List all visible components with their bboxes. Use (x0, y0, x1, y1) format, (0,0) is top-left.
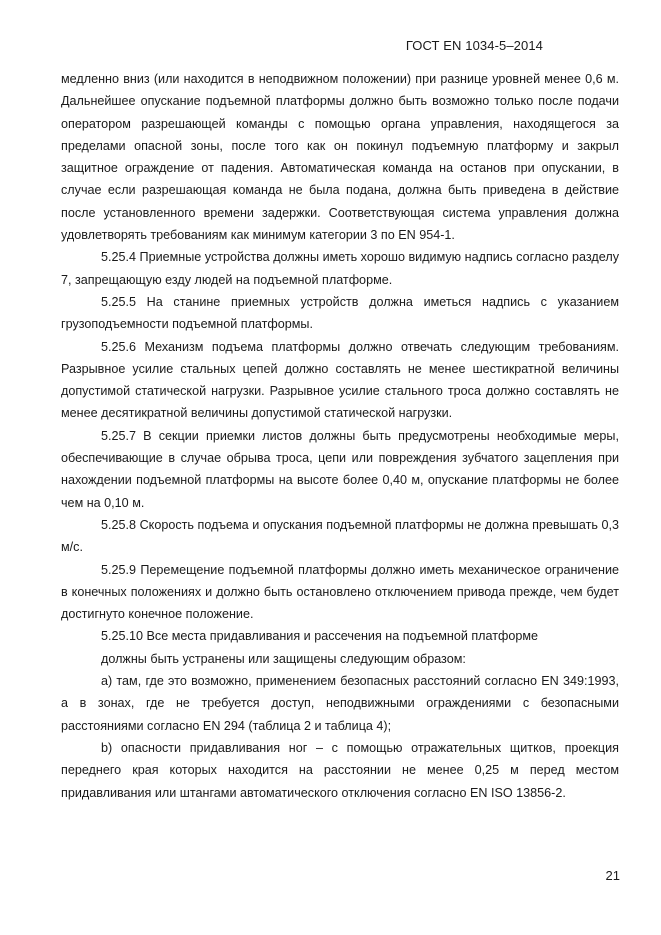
list-item-b: b) опасности придавливания ног – с помощью отражательных щитков, проекция переднего края которых находится на расстоянии не менее 0,25 м перед местом придавливания или штангами автоматического отключения согласно EN ISO 13856-2. (61, 740, 619, 800)
paragraph-5-25-8: 5.25.8 Скорость подъема и опускания подъемной платформы не должна превышать 0,3 м/с. (61, 517, 619, 555)
paragraph-continuation: медленно вниз (или находится в неподвижном положении) при разнице уровней менее 0,6 м. Дальнейшее опускание подъемной платформы должно быть возможно только после подачи оператором разрешающей команды с помощью органа управления, находящегося за пределами опасной зоны, после того как он покинул подъемную платформу и закрыл защитное ограждение от падения. Автоматическая команда на останов при опускании, в случае если разрешающая команда не была подана, должна быть приведена в действие после установленного времени задержки. Соответствующая система управления должна удовлетворять требованиям как минимум категории 3 по EN 954-1. (61, 72, 619, 243)
document-body (61, 68, 619, 804)
page-number: 21 (605, 868, 620, 883)
paragraph-5-25-6: 5.25.6 Механизм подъема платформы должно отвечать следующим требованиям. Разрывное усилие стальных цепей должно составлять не менее шестикратной величины допустимой статической нагрузки. Разрывное усилие стального троса должно составлять не менее десятикратной величины допустимой статической нагрузки. (61, 339, 619, 421)
paragraph-5-25-5: 5.25.5 На станине приемных устройств должна иметься надпись с указанием грузоподъемности подъемной платформы. (61, 294, 619, 332)
paragraph-5-25-9: 5.25.9 Перемещение подъемной платформы должно иметь механическое ограничение в конечных положениях и должно быть остановлено отключением привода прежде, чем будет достигнуто конечное положение. (61, 562, 619, 622)
paragraph-5-25-4: 5.25.4 Приемные устройства должны иметь хорошо видимую надпись согласно разделу 7, запрещающую езду людей на подъемной платформе. (61, 250, 619, 287)
paragraph-5-25-10-lead: должны быть устранены или защищены следующим образом: (101, 651, 466, 666)
standard-header: ГОСТ EN 1034-5–2014 (405, 38, 543, 53)
paragraph-5-25-7: 5.25.7 В секции приемки листов должны быть предусмотрены необходимые меры, обеспечивающие в случае обрыва троса, цепи или повреждения зубчатого зацепления при нахождении подъемной платформы на высоте более 0,40 м, опускание платформы не более чем на 0,10 м. (61, 428, 619, 510)
list-item-a: а) там, где это возможно, применением безопасных расстояний согласно EN 349:1993, а в зонах, где не требуется доступ, неподвижными ограждениями с безопасными расстояниями согласно EN 294 (таблица 2 и таблица 4); (61, 674, 619, 733)
paragraph-5-25-10-heading: 5.25.10 Все места придавливания и рассечения на подъемной платформе (101, 629, 539, 644)
